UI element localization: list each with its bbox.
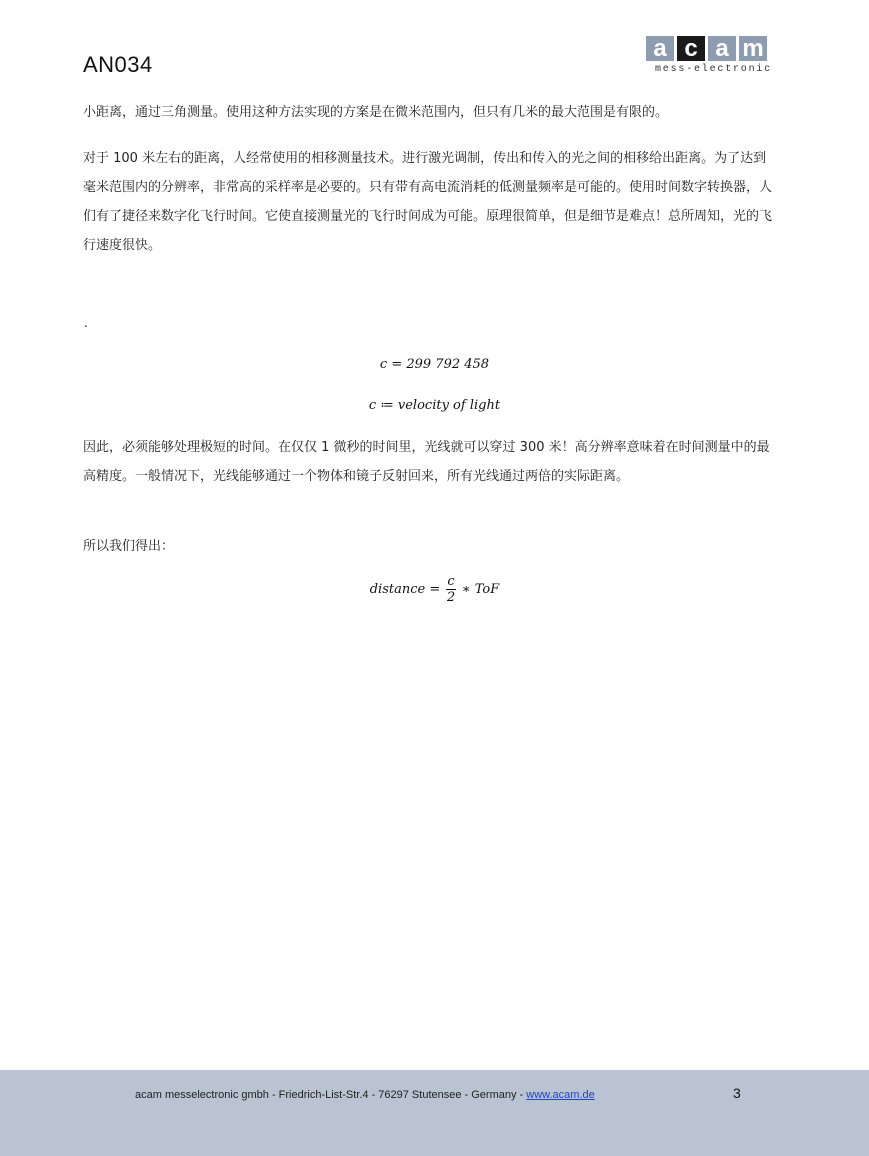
formula-distance xyxy=(0,574,869,605)
formula-speed-of-light-value: c = 299 792 458 xyxy=(379,357,490,372)
footer-website-link[interactable]: www.acam.de xyxy=(526,1089,595,1101)
logo-letter-a2: a xyxy=(708,36,736,61)
formula-distance-lhs: distance = xyxy=(369,582,441,597)
page-footer xyxy=(0,1070,869,1156)
logo-subtitle: mess-electronic xyxy=(654,64,772,75)
formula-fraction xyxy=(446,574,455,605)
paragraph-4: 所以我们得出： xyxy=(83,539,175,554)
logo-wordmark xyxy=(646,36,772,61)
fraction-numerator: c xyxy=(447,574,455,589)
logo-letter-a: a xyxy=(646,36,674,61)
fraction-denominator: 2 xyxy=(446,590,456,605)
document-id: AN034 xyxy=(83,52,153,77)
paragraph-2: 对于 100 米左右的距离，人经常使用的相移测量技术。进行激光调制，传出和传入的光之间的相移给出距离。为了达到毫米范围内的分辨率，非常高的采样率是必要的。只有带有高电流消耗的低测量频率是可能的。使用时间数字转换器，人们有了捷径来数字化飞行时间。它使直接测量光的飞行时间成为可能。原理很简单，但是细节是难点！总所周知，光的飞行速度很快。 xyxy=(83,151,773,253)
acam-logo xyxy=(646,36,772,80)
paragraph-1: 小距离，通过三角测量。使用这种方法实现的方案是在微米范围内，但只有几米的最大范围是有限的。 xyxy=(83,105,669,120)
footer-company: acam messelectronic gmbh - Friedrich-List-Str.4 - 76297 Stutensee - Germany - xyxy=(135,1089,527,1101)
footer-address xyxy=(135,1089,595,1101)
logo-letter-c: c xyxy=(677,36,705,61)
stray-dot: . xyxy=(84,316,88,330)
formula-distance-rhs: ∗ ToF xyxy=(461,582,500,597)
logo-letter-m: m xyxy=(739,36,767,61)
paragraph-3: 因此，必须能够处理极短的时间。在仅仅 1 微秒的时间里，光线就可以穿过 300 米！高分辨率意味着在时间测量中的最高精度。一般情况下，光线能够通过一个物体和镜子反射回来，所有光线通过两倍的实际距离。 xyxy=(83,440,770,484)
formula-speed-of-light-definition: c ≔ velocity of light xyxy=(368,398,501,413)
page-number: 3 xyxy=(733,1085,741,1101)
